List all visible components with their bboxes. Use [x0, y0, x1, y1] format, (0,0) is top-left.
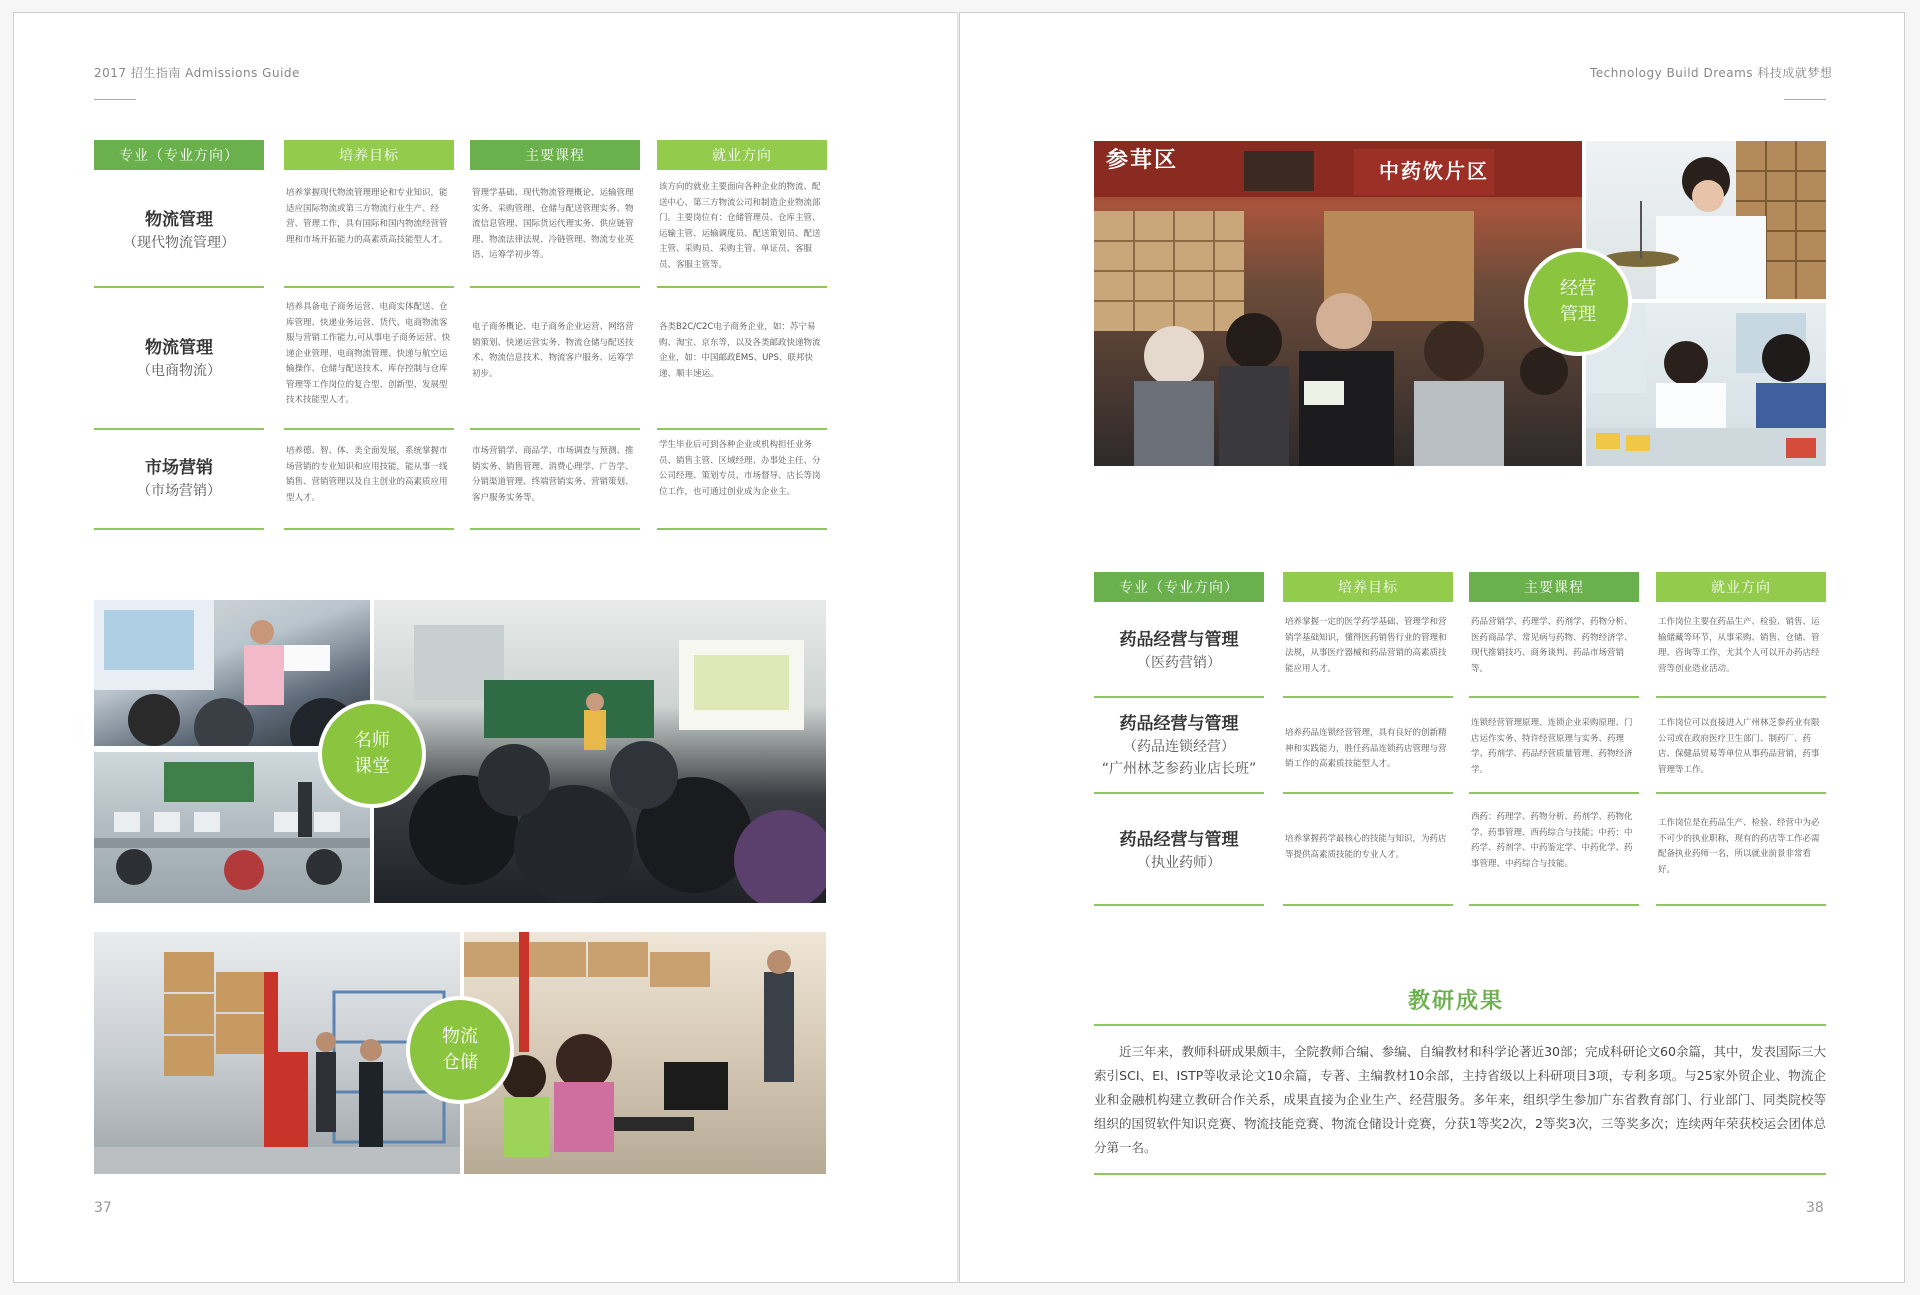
left-row1-courses: 管理学基础、现代物流管理概论、运输管理实务、采购管理、仓储与配送管理实务、物流信息管理、国际货运代理实务、供应链管理、物流法律法规、冷链管理、物流专业英语、运筹学初步等。: [472, 188, 634, 260]
row-rule: [1656, 792, 1826, 794]
row-rule: [470, 528, 640, 530]
row-rule: [284, 428, 454, 430]
right-row2-career: 工作岗位可以直接进入广州林芝参药业有限公司或在政府医疗卫生部门、制药厂、药店、保健品贸易等单位从事药品营销，药事管理等工作。: [1658, 718, 1820, 775]
major-name: 市场营销: [145, 458, 213, 478]
row-rule: [1656, 696, 1826, 698]
photo-scene: [374, 600, 826, 903]
row-rule: [470, 428, 640, 430]
right-page-number: 38: [1806, 1200, 1824, 1216]
row-rule: [1283, 792, 1453, 794]
right-head-rule: [1784, 99, 1826, 100]
badge-business-management: [1524, 248, 1632, 356]
right-running-head: Technology Build Dreams 科技成就梦想: [1590, 66, 1833, 80]
row-rule: [657, 428, 827, 430]
left-header-goal: 培养目标: [284, 140, 454, 170]
row-rule: [1469, 904, 1639, 906]
row-rule: [94, 528, 264, 530]
badge-logistics-warehouse: [406, 996, 514, 1104]
row-rule: [1094, 792, 1264, 794]
research-title: 教研成果: [1408, 989, 1505, 1014]
major-direction: （执业药师）: [1137, 855, 1221, 871]
left-header-courses: 主要课程: [470, 140, 640, 170]
page-gutter: [957, 12, 959, 1283]
row-rule: [1469, 792, 1639, 794]
photo-sign-text-2: 中药饮片区: [1379, 159, 1489, 183]
row-rule: [657, 528, 827, 530]
left-row3-courses: 市场营销学、商品学、市场调查与预测、推销实务、销售管理、消费心理学、广告学、分销渠道管理、终端营销实务、营销策划、客户服务实务等。: [472, 446, 634, 503]
photo-scene: [464, 932, 826, 1174]
left-row2-career: 各类B2C/C2C电子商务企业，如：苏宁易购、淘宝、京东等，以及各类邮政快递物流企业，如：中国邮政EMS、UPS、联邦快递、顺丰速运。: [659, 322, 821, 379]
left-row2-courses: 电子商务概论、电子商务企业运营、网络营销策划、快递运营实务、物流仓储与配送技术、物流信息技术、物流客户服务、运筹学初步。: [472, 322, 634, 379]
badge-teacher-classroom: [318, 700, 426, 808]
right-header-major: 专业（专业方向）: [1094, 572, 1264, 602]
right-row1-courses: 药品营销学、药理学、药剂学、药物分析、医药商品学、常见病与药物、药物经济学、现代推销技巧、商务谈判、药品市场营销等。: [1471, 617, 1633, 674]
left-page-number: 37: [94, 1200, 112, 1216]
badge-line: 管理: [1560, 304, 1596, 325]
row-rule: [1469, 696, 1639, 698]
major-direction: （现代物流管理）: [123, 235, 235, 251]
row-rule: [1656, 904, 1826, 906]
major-name: 物流管理: [145, 338, 213, 358]
photo-pharmacy-store: [1094, 141, 1582, 466]
left-row2-goal: 培养具备电子商务运营、电商实体配送、仓库管理、快递业务运营、货代、电商物流客服与营销工作能力,可从事电子商务运营、快递企业管理、电商物流管理、快递与航空运输操作、仓储与配送技术、库存控制与仓库管理等工作岗位的复合型、创新型、发展型技术技能型人才。: [286, 302, 451, 405]
right-row3-courses: 西药：药理学、药物分析、药剂学、药物化学、药事管理、西药综合与技能；中药：中药学、药剂学、中药鉴定学、中药化学、药事管理、中药综合与技能。: [1471, 812, 1633, 869]
research-bottom-rule: [1094, 1173, 1826, 1175]
badge-line: 物流: [442, 1026, 478, 1047]
right-row1-major: [1094, 628, 1264, 674]
badge-line: 名师: [354, 730, 390, 751]
row-rule: [1094, 696, 1264, 698]
major-name: 药品经营与管理: [1119, 630, 1239, 650]
photo-lecture-hall: [374, 600, 826, 903]
right-row2-major: [1094, 712, 1264, 780]
left-row1-career: 该方向的就业主要面向各种企业的物流、配送中心、第三方物流公司和制造企业物流部门。主要岗位有：仓储管理员、仓库主管、运输主管、运输调度员、配送策划员、配送主管、采购员、采购主管、单证员、客服员、客服主管等。: [659, 182, 821, 270]
right-row2-courses: 连锁经营管理原理、连锁企业采购原理、门店运作实务、特许经营原理与实务、药理学、药剂学、药品经营质量管理、药物经济学。: [1471, 718, 1633, 775]
photo-sign-text: 参茸区: [1106, 148, 1179, 173]
left-row2-major: [94, 336, 264, 382]
right-row1-goal: 培养掌握一定的医学药学基础、管理学和营销学基础知识，懂得医药销售行业的管理和法规，从事医疗器械和药品营销的高素质技能应用人才。: [1285, 617, 1447, 674]
research-paragraph: 近三年来，教师科研成果颇丰，全院教师合编、参编、自编教材和科学论著近30部；完成科研论文60余篇，其中，发表国际三大索引SCI、EI、ISTP等收录论文10余篇，专著、主编教材10余部，主持省级以上科研项目3项，专利多项。与25家外贸企业、物流企业和金融机构建立教研合作关系，成果直接为企业生产、经营服务。多年来，组织学生参加广东省教育部门、行业部门、同类院校等组织的国贸软件知识竞赛、物流技能竞赛、物流仓储设计竞赛，分获1等奖2次，2等奖3次，三等奖多次；连续两年荣获校运会团体总分第一名。: [1094, 1044, 1826, 1155]
right-row2-goal: 培养药品连锁经营管理，具有良好的创新精神和实践能力，胜任药品连锁药店管理与营销工作的高素质技能型人才。: [1285, 728, 1447, 769]
row-rule: [1283, 696, 1453, 698]
row-rule: [94, 428, 264, 430]
research-top-rule: [1094, 1024, 1826, 1026]
row-rule: [284, 528, 454, 530]
right-header-goal: 培养目标: [1283, 572, 1453, 602]
row-rule: [657, 286, 827, 288]
left-head-rule: [94, 99, 136, 100]
right-row3-major: [1094, 828, 1264, 874]
photo-warehouse-computer: [464, 932, 826, 1174]
left-header-major: 专业（专业方向）: [94, 140, 264, 170]
badge-line: 课堂: [354, 756, 390, 777]
major-direction: （药品连锁经营）: [1123, 739, 1235, 755]
badge-line: 经营: [1560, 278, 1596, 299]
right-header-courses: 主要课程: [1469, 572, 1639, 602]
major-direction: （电商物流）: [137, 363, 221, 379]
row-rule: [94, 286, 264, 288]
left-row3-major: [94, 456, 264, 502]
right-row1-career: 工作岗位主要在药品生产、检验、销售、运输储藏等环节，从事采购、销售、仓储、管理、咨询等工作，尤其个人可以开办药店经营等创业造业活动。: [1658, 617, 1820, 674]
major-direction: （市场营销）: [137, 483, 221, 499]
right-row3-goal: 培养掌握药学最核心的技能与知识，为药店等提供高素质技能的专业人才。: [1285, 834, 1447, 860]
photo-scene: [1094, 141, 1582, 466]
right-row3-career: 工作岗位是在药品生产、检验、经营中为必不可少的执业职称，现有的药店等工作必需配备执业药师一名，所以就业前景非常看好。: [1658, 818, 1820, 875]
right-header-career: 就业方向: [1656, 572, 1826, 602]
row-rule: [1283, 904, 1453, 906]
row-rule: [1094, 904, 1264, 906]
left-row1-major: [94, 208, 264, 254]
row-rule: [470, 286, 640, 288]
left-row3-career: 学生毕业后可到各种企业或机构担任业务员、销售主管、区域经理、办事处主任、分公司经理、策划专员、市场督导、店长等岗位工作，也可通过创业成为企业主。: [659, 440, 821, 497]
major-name: 物流管理: [145, 210, 213, 230]
left-row3-goal: 培养德、智、体、美全面发展，系统掌握市场营销的专业知识和应用技能，能从事一线销售、营销管理以及自主创业的高素质应用型人才。: [286, 446, 448, 503]
row-rule: [284, 286, 454, 288]
major-name: 药品经营与管理: [1119, 714, 1239, 734]
major-extra: “广州林芝参药业店长班”: [1101, 761, 1257, 777]
left-header-career: 就业方向: [657, 140, 827, 170]
major-direction: （医药营销）: [1137, 655, 1221, 671]
badge-line: 仓储: [442, 1052, 478, 1073]
left-running-head: 2017 招生指南 Admissions Guide: [94, 66, 300, 80]
left-row1-goal: 培养掌握现代物流管理理论和专业知识，能适应国际物流或第三方物流行业生产、经营、管理工作，具有国际和国内物流经营管理和市场开拓能力的高素质高技能型人才。: [286, 188, 448, 245]
major-name: 药品经营与管理: [1119, 830, 1239, 850]
